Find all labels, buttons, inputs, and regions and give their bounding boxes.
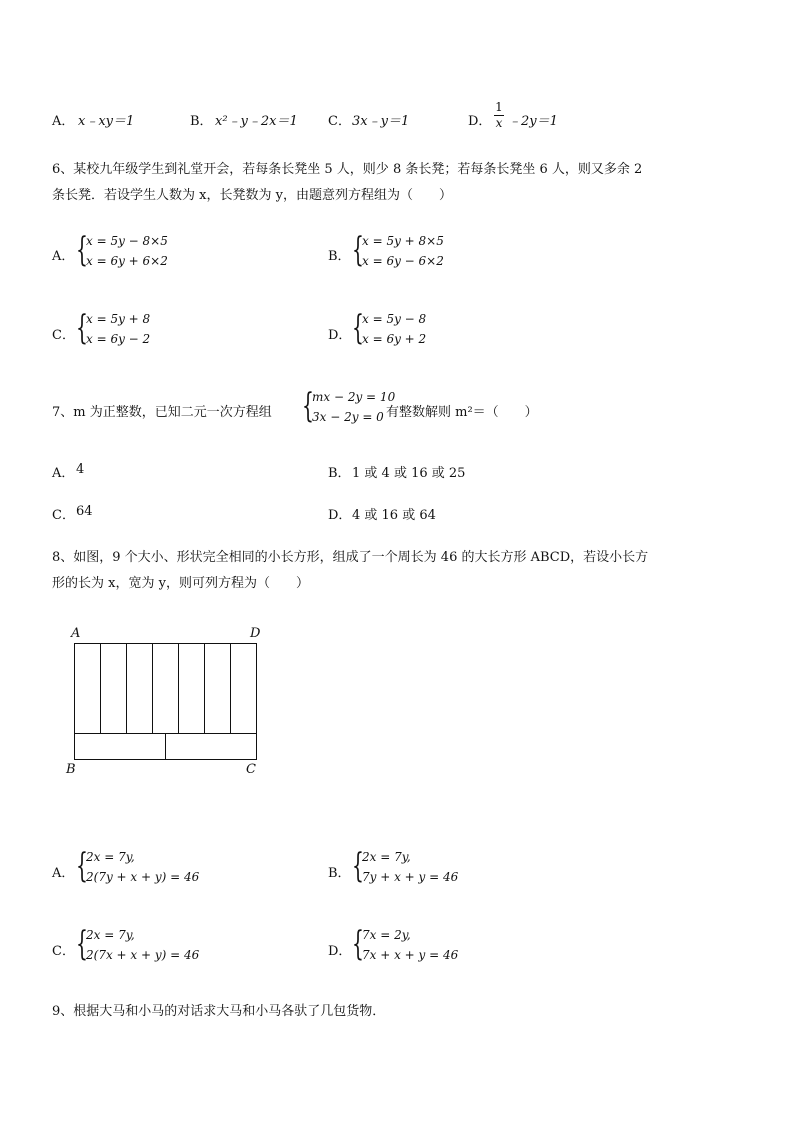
q7-stem-after: 有整数解则 m²＝（ ） <box>386 405 538 420</box>
q8-option-b-eq2: 7y + x + y = 46 <box>362 870 459 884</box>
q8-option-d-eq2: 7x + x + y = 46 <box>362 948 459 962</box>
q8-stem-line2: 形的长为 x，宽为 y，则可列方程为（ ） <box>52 576 309 591</box>
q8-option-c-eq1: 2x = 7y, <box>86 928 135 942</box>
q8-option-b-label: B． <box>328 866 351 881</box>
q6-option-c-eq1: x = 5y + 8 <box>86 312 151 326</box>
q6-option-c-eq2: x = 6y − 2 <box>86 332 151 346</box>
q6-stem-line2: 条长凳．若设学生人数为 x，长凳数为 y，由题意列方程组为（ ） <box>52 188 452 203</box>
q8-option-c-eq2: 2(7x + x + y) = 46 <box>86 948 200 962</box>
q8-option-b-eq1: 2x = 7y, <box>362 850 411 864</box>
brace-icon: { <box>76 846 88 886</box>
q7-option-a-label: A． <box>52 466 75 481</box>
q5-option-d-expr: ﹣2y＝1 <box>508 114 558 129</box>
q7-eq2: 3x − 2y = 0 <box>312 410 384 424</box>
q7-stem-before: 7、m 为正整数，已知二元一次方程组 <box>52 405 272 420</box>
q5-option-b-label: B． <box>190 114 213 129</box>
q6-option-b-eq2: x = 6y − 6×2 <box>362 254 444 268</box>
q7-system <box>302 386 396 428</box>
q5-option-d-numerator: 1 <box>495 100 503 114</box>
brace-icon: { <box>76 230 88 270</box>
q8-option-c-label: C． <box>52 944 75 959</box>
figure-label-d: D <box>250 626 261 641</box>
q7-option-a-text: 4 <box>76 462 85 477</box>
q6-option-b-eq1: x = 5y + 8×5 <box>362 234 444 248</box>
q8-figure <box>60 624 270 784</box>
q8-option-d-eq1: 7x = 2y, <box>362 928 411 942</box>
q5-option-a-expr: x﹣xy＝1 <box>78 114 135 129</box>
q7-option-d-text: 4 或 16 或 64 <box>352 508 436 523</box>
q6-option-a-eq2: x = 6y + 6×2 <box>86 254 168 268</box>
figure-label-b: B <box>66 762 76 777</box>
q7-option-b-text: 1 或 4 或 16 或 25 <box>352 466 466 481</box>
brace-icon: { <box>302 386 314 426</box>
q7-option-b-label: B． <box>328 466 351 481</box>
q7-eq1: mx − 2y = 10 <box>312 390 396 404</box>
brace-icon: { <box>352 308 364 348</box>
q5-option-d-label: D． <box>468 114 492 129</box>
q8-option-a-label: A． <box>52 866 75 881</box>
brace-icon: { <box>352 924 364 964</box>
q6-option-a-label: A． <box>52 249 75 264</box>
q5-option-a-label: A． <box>52 114 75 129</box>
rectangle-diagram <box>60 624 270 784</box>
q9-stem: 9、根据大马和小马的对话求大马和小马各驮了几包货物． <box>52 1004 386 1019</box>
q5-option-b-expr: x²﹣y﹣2x＝1 <box>215 114 298 129</box>
q6-option-d-label: D． <box>328 328 352 343</box>
q7-option-d-label: D． <box>328 508 352 523</box>
q7-option-c-text: 64 <box>76 504 93 519</box>
q6-option-a-eq1: x = 5y − 8×5 <box>86 234 168 248</box>
q5-option-d-fraction <box>494 100 504 131</box>
figure-label-c: C <box>246 762 256 777</box>
q5-option-c-expr: 3x﹣y＝1 <box>352 114 410 129</box>
brace-icon: { <box>76 308 88 348</box>
q8-option-d-label: D． <box>328 944 352 959</box>
q7-option-c-label: C． <box>52 508 75 523</box>
q8-stem-line1: 8、如图，9 个大小、形状完全相同的小长方形，组成了一个周长为 46 的大长方形 ABCD，若设小长方 <box>52 550 649 565</box>
figure-label-a: A <box>71 626 81 641</box>
q8-option-a-eq1: 2x = 7y, <box>86 850 135 864</box>
q6-option-d-eq1: x = 5y − 8 <box>362 312 427 326</box>
q6-option-c-label: C． <box>52 328 75 343</box>
q5-option-c-label: C． <box>328 114 351 129</box>
brace-icon: { <box>76 924 88 964</box>
q6-stem-line1: 6、某校九年级学生到礼堂开会，若每条长凳坐 5 人，则少 8 条长凳；若每条长凳坐 6 人，则又多余 2 <box>52 162 643 177</box>
q8-option-a-eq2: 2(7y + x + y) = 46 <box>86 870 200 884</box>
q6-option-d-eq2: x = 6y + 2 <box>362 332 427 346</box>
q5-option-d-denominator: x <box>495 116 503 130</box>
q6-option-b-label: B． <box>328 249 351 264</box>
brace-icon: { <box>352 846 364 886</box>
brace-icon: { <box>352 230 364 270</box>
